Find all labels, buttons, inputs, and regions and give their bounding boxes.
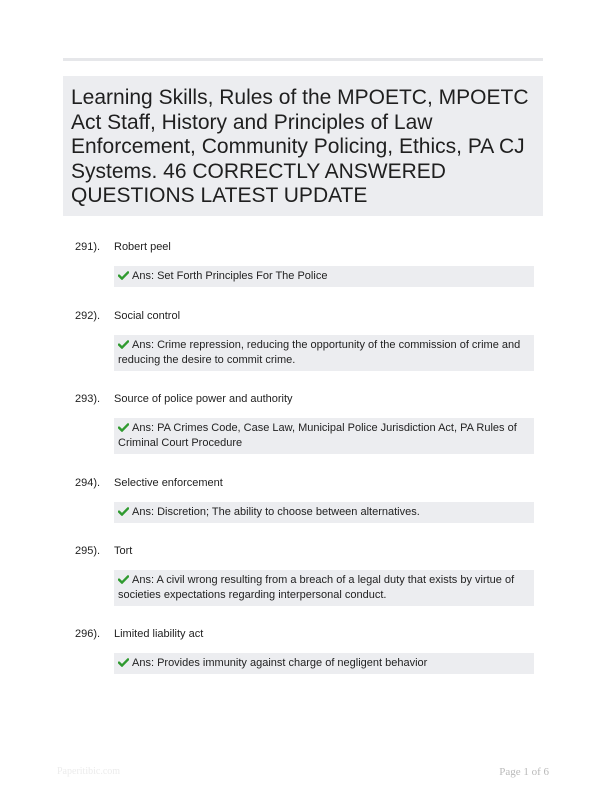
- answer-box: [114, 570, 534, 606]
- answer-box: [114, 653, 534, 674]
- question-row: [75, 476, 535, 490]
- answer-text: Ans: Provides immunity against charge of negligent behavior: [132, 657, 428, 669]
- check-icon: [118, 421, 132, 432]
- question-row: [75, 309, 535, 323]
- question-text: Source of police power and authority: [114, 393, 293, 405]
- answer-text: Ans: Discretion; The ability to choose between alternatives.: [132, 506, 420, 518]
- check-icon: [118, 338, 132, 349]
- question-row: [75, 544, 535, 558]
- qa-item: [75, 544, 535, 606]
- answer-box: [114, 266, 534, 287]
- question-number: 294).: [75, 477, 101, 489]
- qa-item: [75, 309, 535, 371]
- check-icon: [118, 573, 132, 584]
- check-icon: [118, 505, 132, 516]
- question-row: [75, 392, 535, 406]
- answer-text: Ans: Crime repression, reducing the opportunity of the commission of crime and reducing the desire to commit crime.: [118, 339, 521, 366]
- check-icon: [118, 269, 132, 280]
- question-text: Tort: [114, 545, 133, 557]
- question-text: Limited liability act: [114, 628, 204, 640]
- answer-text: Ans: PA Crimes Code, Case Law, Municipal Police Jurisdiction Act, PA Rules of Criminal Court Procedure: [118, 422, 517, 449]
- title-panel: [63, 76, 543, 216]
- question-number: 296).: [75, 628, 101, 640]
- answer-text: Ans: Set Forth Principles For The Police: [132, 270, 328, 282]
- question-number: 291).: [75, 241, 101, 253]
- page-number: Page 1 of 6: [499, 766, 549, 778]
- question-row: [75, 627, 535, 641]
- question-text: Selective enforcement: [114, 477, 223, 489]
- answer-box: [114, 335, 534, 371]
- question-number: 293).: [75, 393, 101, 405]
- answer-text: Ans: A civil wrong resulting from a breach of a legal duty that exists by virtue of societies expectations regarding interpersonal conduct.: [118, 574, 515, 601]
- question-number: 292).: [75, 310, 101, 322]
- question-text: Robert peel: [114, 241, 171, 253]
- question-row: [75, 240, 535, 254]
- qa-item: [75, 476, 535, 523]
- watermark: Paperitibic.com: [57, 766, 121, 777]
- qa-item: [75, 627, 535, 674]
- question-text: Social control: [114, 310, 181, 322]
- qa-item: [75, 240, 535, 287]
- answer-box: [114, 418, 534, 454]
- top-divider: [63, 58, 543, 61]
- qa-item: [75, 392, 535, 454]
- question-number: 295).: [75, 545, 101, 557]
- document-title: Learning Skills, Rules of the MPOETC, MPOETC Act Staff, History and Principles of Law Enforcement, Community Policing, Ethics, PA CJ Systems. 46 CORRECTLY ANSWERED QUESTIONS LATEST UPDATE: [71, 86, 529, 207]
- answer-box: [114, 502, 534, 523]
- check-icon: [118, 656, 132, 667]
